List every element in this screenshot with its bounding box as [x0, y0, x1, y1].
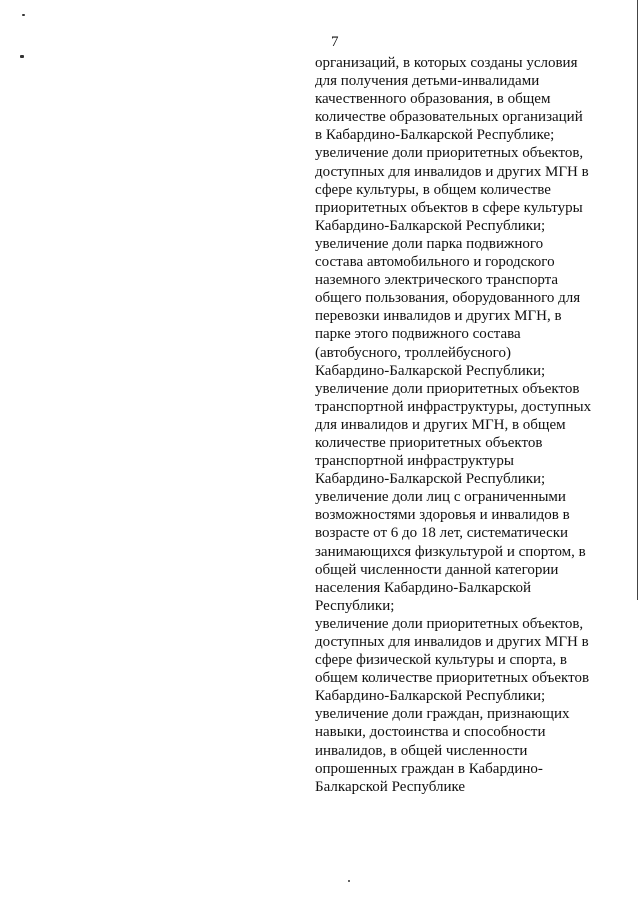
text-line: общего пользования, оборудованного для — [315, 290, 581, 307]
text-line: доступных для инвалидов и других МГН в — [315, 163, 589, 180]
text-line: общей численности данной категории — [315, 561, 559, 578]
text-line: увеличение доли граждан, признающих — [315, 706, 570, 723]
text-line: навыки, достоинства и способности — [315, 724, 546, 741]
text-line: организаций, в которых созданы условия — [315, 55, 578, 71]
text-line: Кабардино-Балкарской Республики; — [315, 471, 546, 488]
text-line: Кабардино-Балкарской Республики; — [315, 362, 546, 379]
text-line: Балкарской Республике — [315, 778, 466, 795]
text-line: доступных для инвалидов и других МГН в — [315, 634, 589, 650]
text-line: качественного образования, в общем — [315, 91, 551, 108]
text-line: инвалидов, в общей численности — [315, 742, 528, 759]
text-line: в Кабардино-Балкарской Республике; — [315, 127, 555, 144]
text-line: возрасте от 6 до 18 лет, систематически — [315, 525, 569, 542]
text-line: для инвалидов и других МГН, в общем — [315, 416, 566, 433]
text-line: транспортной инфраструктуры, доступных — [315, 398, 592, 415]
scan-speck — [22, 14, 25, 16]
text-line: общем количестве приоритетных объектов — [315, 670, 590, 687]
text-line: сфере физической культуры и спорта, в — [315, 652, 567, 669]
text-line: сфере культуры, в общем количестве — [315, 181, 551, 198]
text-line: наземного электрического транспорта — [315, 272, 559, 289]
text-line: населения Кабардино-Балкарской — [315, 579, 532, 596]
text-line: состава автомобильного и городского — [315, 254, 555, 271]
scan-speck — [20, 55, 24, 58]
body-text — [315, 54, 605, 796]
text-line: увеличение доли приоритетных объектов — [315, 380, 580, 397]
text-line: Кабардино-Балкарской Республики; — [315, 217, 546, 234]
text-line: занимающихся физкультурой и спортом, в — [315, 543, 586, 560]
text-line: транспортной инфраструктуры — [315, 453, 514, 470]
text-line: опрошенных граждан в Кабардино- — [315, 760, 543, 777]
text-line: приоритетных объектов в сфере культуры — [315, 199, 583, 216]
text-line: парке этого подвижного состава — [315, 326, 521, 343]
text-line: количестве образовательных организаций — [315, 109, 583, 126]
scan-speck — [348, 880, 350, 882]
text-line: для получения детьми-инвалидами — [315, 73, 540, 90]
scan-edge-line — [637, 0, 638, 600]
text-line: (автобусного, троллейбусного) — [315, 344, 511, 361]
text-line: увеличение доли приоритетных объектов, — [315, 145, 584, 162]
text-line: Республики; — [315, 597, 395, 614]
text-line: перевозки инвалидов и других МГН, в — [315, 308, 562, 325]
text-line: количестве приоритетных объектов — [315, 434, 543, 451]
text-line: увеличение доли приоритетных объектов, — [315, 615, 584, 632]
text-line: увеличение доли лиц с ограниченными — [315, 489, 566, 506]
page-number: 7 — [331, 34, 339, 50]
text-line: Кабардино-Балкарской Республики; — [315, 688, 546, 705]
text-line: увеличение доли парка подвижного — [315, 235, 544, 252]
text-line: возможностями здоровья и инвалидов в — [315, 507, 570, 524]
